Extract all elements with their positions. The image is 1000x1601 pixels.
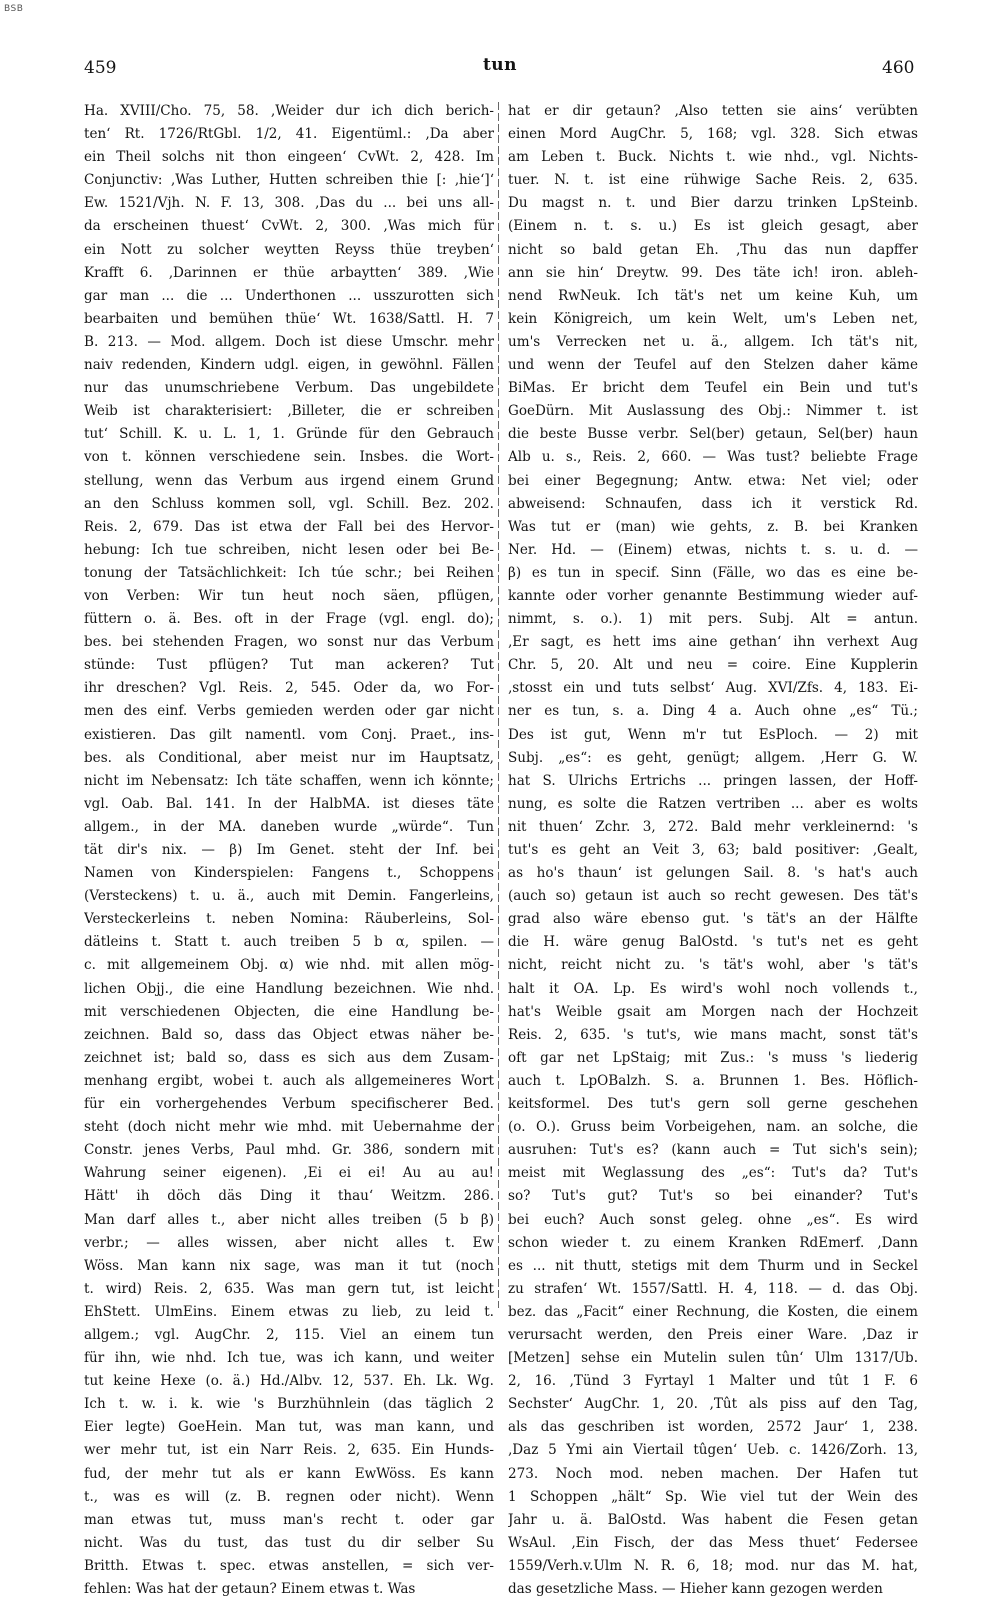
text-line: grad also wäre ebenso gut. 's tät's an der Hälfte [508, 911, 918, 928]
text-line: die beste Busse verbr. Sel(ber) getaun, Sel(ber) haun [508, 426, 918, 443]
text-line: t. wird) Reis. 2, 635. Was man gern tut, ist leicht [84, 1280, 494, 1297]
text-line: hebung: Ich tue schreiben, nicht lesen oder bei Be- [84, 541, 494, 558]
text-line: hat er dir getaun? ‚Also tetten sie ains‘ verübten [508, 103, 918, 119]
text-line: lichen Objj., die eine Handlung bezeichnen. Wie nhd. [84, 980, 494, 997]
text-line: as ho's thaun‘ ist gelungen Sail. 8. 's hat's auch [508, 865, 918, 882]
text-line: bes. als Conditional, aber meist nur im Hauptsatz, [84, 749, 494, 766]
text-line: nend RwNeuk. Ich tät's net um keine Kuh, um [508, 287, 918, 304]
text-line: gar man ... die ... Underthonen ... usszurotten sich [84, 287, 494, 304]
text-line: tut keine Hexe (o. ä.) Hd./Albv. 12, 537. Eh. Lk. Wg. [84, 1373, 494, 1390]
text-line: allgem., in der MA. daneben wurde „würde“. Tun [84, 818, 494, 835]
text-line: tut‘ Schill. K. u. L. 1, 1. Gründe für den Gebrauch [84, 426, 494, 443]
text-line: tonung der Tatsächlichkeit: Ich túe schr.; bei Reihen [84, 564, 494, 581]
text-line: die H. wäre genug BalOstd. 's tut's net es geht [508, 934, 918, 951]
text-line: schon wieder t. zu einem Kranken RdEmerf. ‚Dann [508, 1234, 918, 1251]
text-line: es ... nit thutt, stetigs mit dem Thurm und in Seckel [508, 1257, 918, 1274]
text-line: Britth. Etwas t. spec. etwas anstellen, = sich ver- [84, 1557, 494, 1574]
text-line: 1559/Verh.v.Ulm N. R. 6, 18; mod. nur das M. hat, [508, 1557, 918, 1574]
text-line: an den Schluss kommen soll, vgl. Schill. Bez. 202. [84, 495, 494, 512]
text-line: halt it OA. Lp. Es wird's wohl noch vollends t., [508, 980, 918, 997]
text-line: hat S. Ulrichs Ertrichs ... pringen lassen, der Hoff- [508, 772, 918, 789]
text-line: Ner. Hd. — (Einem) etwas, nichts t. s. u. d. — [508, 541, 918, 558]
text-line: Chr. 5, 20. Alt und neu = coire. Eine Kupplerin [508, 657, 918, 674]
text-line: wer mehr tut, ist ein Narr Reis. 2, 635. Ein Hunds- [84, 1442, 494, 1459]
text-line: menhang ergibt, wobei t. auch als allgemeineres Wort [84, 1072, 494, 1089]
text-line: abweisend: Schnaufen, dass ich it verstick Rd. [508, 495, 918, 512]
text-line: Hätt' ih döch däs Ding it thau‘ Weitzm. 286. [84, 1188, 494, 1205]
text-line: keitsformel. Des tut's gern soll gerne geschehen [508, 1096, 918, 1113]
text-line: und wenn der Teufel auf den Stelzen daher käme [508, 357, 918, 374]
text-line: allgem.; vgl. AugChr. 2, 115. Viel an einem tun [84, 1326, 494, 1343]
text-line: men des einf. Verbs gemieden werden oder gar nicht [84, 703, 494, 720]
text-line: für ein vorhergehendes Verbum specifischerer Bed. [84, 1096, 494, 1113]
text-line: (auch so) getaun ist auch so recht gewesen. Des tät's [508, 888, 918, 905]
text-line: dätleins t. Statt t. auch treiben 5 b α, spilen. — [84, 934, 494, 951]
text-line: bearbaiten und bemühen thüe‘ Wt. 1638/Sattl. H. 7 [84, 310, 494, 327]
text-line: 2, 16. ‚Tünd 3 Fyrtayl 1 Malter und tût 1 F. 6 [508, 1373, 918, 1390]
text-line: Krafft 6. ‚Darinnen er thüe arbaytten‘ 389. ‚Wie [84, 264, 494, 281]
text-line: kannte oder vorher genannte Bestimmung wieder auf- [508, 587, 918, 604]
text-line: Wahrung seiner eigenen). ‚Ei ei ei! Au au au! [84, 1165, 494, 1182]
text-line: man etwas tut, muss man's recht t. oder gar [84, 1511, 494, 1528]
text-line: einen Mord AugChr. 5, 168; vgl. 328. Sich etwas [508, 126, 918, 143]
text-line: (Versteckens) t. u. ä., auch mit Demin. Fangerleins, [84, 888, 494, 905]
text-line: Constr. jenes Verbs, Paul mhd. Gr. 386, sondern mit [84, 1142, 494, 1159]
text-line: nicht, reicht nicht zu. 's tät's wohl, aber 's tät's [508, 957, 918, 974]
text-line: Namen von Kinderspielen: Fangens t., Schoppens [84, 865, 494, 882]
left-text-column [84, 100, 494, 1601]
text-line: bei euch? Auch sonst geleg. ohne „es“. Es wird [508, 1211, 918, 1228]
text-line: ann sie hin‘ Dreytw. 99. Des täte ich! iron. ableh- [508, 264, 918, 281]
text-line: kein Königreich, um kein Welt, um's Leben net, [508, 310, 918, 327]
text-line: bez. das „Facit“ einer Rechnung, die Kosten, die einem [508, 1303, 918, 1320]
text-line: 273. Noch mod. neben machen. Der Hafen tut [508, 1465, 918, 1482]
text-line: verursacht werden, den Preis einer Ware. ‚Daz ir [508, 1326, 918, 1343]
text-line: ‚Er sagt, es hett ims aine gethan‘ ihn verhext Aug [508, 634, 918, 651]
text-line: Reis. 2, 679. Das ist etwa der Fall bei des Hervor- [84, 518, 494, 535]
text-line: ein Nott zu solcher weytten Reyss thüe treyben‘ [84, 241, 494, 258]
text-line: Wöss. Man kann nix sage, was man it tut (noch [84, 1257, 494, 1274]
text-line: ein Theil solchs nit thon eingeen‘ CvWt. 2, 428. Im [84, 149, 494, 166]
text-line: von t. können verschiedene sein. Insbes. die Wort- [84, 449, 494, 466]
text-line: ‚stosst ein und tuts selbst‘ Aug. XVI/Zfs. 4, 183. Ei- [508, 680, 918, 697]
text-line: t., was es will (z. B. regnen oder nicht). Wenn [84, 1488, 494, 1505]
text-line: von Verben: Wir tun heut noch säen, pflügen, [84, 587, 494, 604]
text-line: stünde: Tust pflügen? Tut man ackeren? Tut [84, 657, 494, 674]
text-line: Alb u. s., Reis. 2, 660. — Was tust? beliebte Frage [508, 449, 918, 466]
text-line: verbr.; — alles wissen, aber nicht alles t. Ew [84, 1234, 494, 1251]
text-line: zeichnen. Bald so, dass das Object etwas näher be- [84, 1026, 494, 1043]
text-line: (Einem n. t. s. u.) Es ist gleich gesagt, aber [508, 218, 918, 235]
text-line: nicht. Was du tust, das tust du dir selber Su [84, 1534, 494, 1551]
text-line: mit verschiedenen Objecten, die eine Handlung be- [84, 1003, 494, 1020]
page-number-right: 460 [882, 58, 915, 78]
text-line: ten‘ Rt. 1726/RtGbl. 1/2, 41. Eigentüml.: ‚Da aber [84, 126, 494, 143]
text-line: Eier legte) GoeHein. Man tut, was man kann, und [84, 1419, 494, 1436]
text-line: Jahr u. ä. BalOstd. Was habent die Fesen getan [508, 1511, 918, 1528]
text-line: Conjunctiv: ‚Was Luther, Hutten schreiben thie [: ‚hie‘]‘ [84, 172, 494, 189]
text-line: Ich t. w. i. k. wie 's Burzhühnlein (das täglich 2 [84, 1396, 494, 1413]
text-line: nicht im Nebensatz: Ich täte schaffen, wenn ich könnte; [84, 772, 494, 789]
text-line: Man darf alles t., aber nicht alles treiben (5 b β) [84, 1211, 494, 1228]
text-line: existieren. Das gilt namentl. vom Conj. Praet., ins- [84, 726, 494, 743]
text-line: für ihn, wie nhd. Ich tue, was ich kann, und weiter [84, 1350, 494, 1367]
text-line: um's Verrecken net u. ä., allgem. Ich tät's nit, [508, 333, 918, 350]
text-line: nung, es solte die Ratzen vertriben ... aber es wolts [508, 795, 918, 812]
text-line: Weib ist charakterisiert: ‚Billeter, die er schreiben [84, 403, 494, 420]
text-line: vgl. Oab. Bal. 141. In der HalbMA. ist dieses täte [84, 795, 494, 812]
text-line: EhStett. UlmEins. Einem etwas zu lieb, zu leid t. [84, 1303, 494, 1320]
text-line: auch t. LpOBalzh. S. a. Brunnen 1. Bes. Höflich- [508, 1072, 918, 1089]
text-line: β) es tun in specif. Sinn (Fälle, wo das es eine be- [508, 564, 918, 581]
text-line: tät dir's nix. — β) Im Genet. steht der Inf. bei [84, 842, 494, 858]
text-line: zeichnet ist; bald so, dass es sich aus dem Zusam- [84, 1049, 494, 1066]
text-line: nimmt, s. o.). 1) mit pers. Subj. Alt = antun. [508, 611, 918, 628]
text-line: das gesetzliche Mass. — Hieher kann gezogen werden [508, 1581, 883, 1597]
text-line: als das geschriben ist worden, 2572 Jaur‘ 1, 238. [508, 1419, 918, 1436]
text-line: zu strafen‘ Wt. 1557/Sattl. H. 4, 118. — d. das Obj. [508, 1280, 918, 1297]
text-line: Was tut er (man) wie gehts, z. B. bei Kranken [508, 518, 918, 535]
text-line: Ew. 1521/Vjh. N. F. 13, 308. ‚Das du ... bei uns all- [84, 195, 494, 212]
text-line: oft gar net LpStaig; mit Zus.: 's muss 's liederig [508, 1049, 918, 1066]
text-line: ausruhen: Tut's es? (kann auch = Tut sich's sein); [508, 1142, 918, 1159]
text-line: ‚Daz 5 Ymi ain Viertail tûgen‘ Ueb. c. 1426/Zorh. 13, [508, 1442, 918, 1459]
text-line: c. mit allgemeinem Obj. α) wie nhd. mit allen mög- [84, 957, 494, 974]
text-line: steht (doch nicht mehr wie mhd. mit Uebernahme der [84, 1119, 494, 1136]
right-text-column [508, 100, 918, 1601]
text-line: naiv redenden, Kindern udgl. eigen, in gewöhnl. Fällen [84, 357, 494, 374]
text-line: fehlen: Was hat der getaun? Einem etwas t. Was [84, 1581, 416, 1597]
text-line: Subj. „es“: es geht, genügt; allgem. ‚Herr G. W. [508, 749, 918, 766]
text-line: da erscheinen thuest‘ CvWt. 2, 300. ‚Was mich für [84, 218, 494, 235]
text-line: Des ist gut, Wenn m'r tut EsPloch. — 2) mit [508, 726, 918, 743]
text-line: (o. O.). Gruss beim Vorbeigehen, nam. an solche, die [508, 1119, 918, 1136]
text-line: bei einer Begegnung; Antw. etwa: Net viel; oder [508, 472, 918, 489]
text-line: nur das unumschriebene Verbum. Das ungebildete [84, 380, 494, 397]
text-line: 1 Schoppen „hält“ Sp. Wie viel tut der Wein des [508, 1488, 918, 1505]
text-line: [Metzen] sehse ein Mutelin sulen tûn‘ Ulm 1317/Ub. [508, 1350, 918, 1367]
text-line: füttern o. ä. Bes. oft in der Frage (vgl. engl. do); [84, 611, 494, 628]
column-divider [498, 102, 499, 1308]
text-line: Versteckerleins t. neben Nomina: Räuberleins, Sol- [84, 911, 494, 928]
page-headword: tun [482, 55, 518, 75]
text-line: tut's es geht an Veit 3, 63; bald positiver: ‚Gealt, [508, 842, 918, 858]
text-line: B. 213. — Mod. allgem. Doch ist diese Umschr. mehr [84, 333, 494, 350]
page-number-left: 459 [84, 58, 117, 78]
text-line: GoeDürn. Mit Auslassung des Obj.: Nimmer t. ist [508, 403, 918, 420]
text-line: meist mit Weglassung des „es“: Tut's da? Tut's [508, 1165, 918, 1182]
text-line: WsAul. ‚Ein Fisch, der das Mess thuet‘ Federsee [508, 1534, 918, 1551]
text-line: tuer. N. t. ist eine rühwige Sache Reis. 2, 635. [508, 172, 918, 189]
text-line: BiMas. Er bricht dem Teufel ein Bein und tut's [508, 380, 918, 397]
text-line: am Leben t. Buck. Nichts t. wie nhd., vgl. Nichts- [508, 149, 918, 166]
text-line: Ha. XVIII/Cho. 75, 58. ‚Weider dur ich dich berich- [84, 103, 494, 119]
text-line: stellung, wenn das Verbum aus irgend einem Grund [84, 472, 494, 489]
library-stamp: BSB [4, 4, 24, 14]
text-line: fud, der mehr tut als er kann EwWöss. Es kann [84, 1465, 494, 1482]
text-line: Sechster‘ AugChr. 1, 20. ‚Tût als piss auf den Tag, [508, 1396, 918, 1413]
text-line: hat's Weible gsait am Morgen nach der Hochzeit [508, 1003, 918, 1020]
text-line: ihr dreschen? Vgl. Reis. 2, 545. Oder da, wo For- [84, 680, 494, 697]
text-line: nicht so bald getan Eh. ‚Thu das nun dapffer [508, 241, 918, 258]
text-line: Du magst n. t. und Bier darzu trinken LpSteinb. [508, 195, 918, 212]
text-line: so? Tut's gut? Tut's so bei einander? Tut's [508, 1188, 918, 1205]
text-line: nit thuen‘ Zchr. 3, 272. Bald mehr verkleinernd: 's [508, 818, 918, 835]
text-line: bes. bei stehenden Fragen, wo sonst nur das Verbum [84, 634, 494, 651]
text-line: ner es tun, s. a. Ding 4 a. Auch ohne „es“ Tü.; [508, 703, 918, 720]
text-line: Reis. 2, 635. 's tut's, wie mans macht, sonst tät's [508, 1026, 918, 1043]
